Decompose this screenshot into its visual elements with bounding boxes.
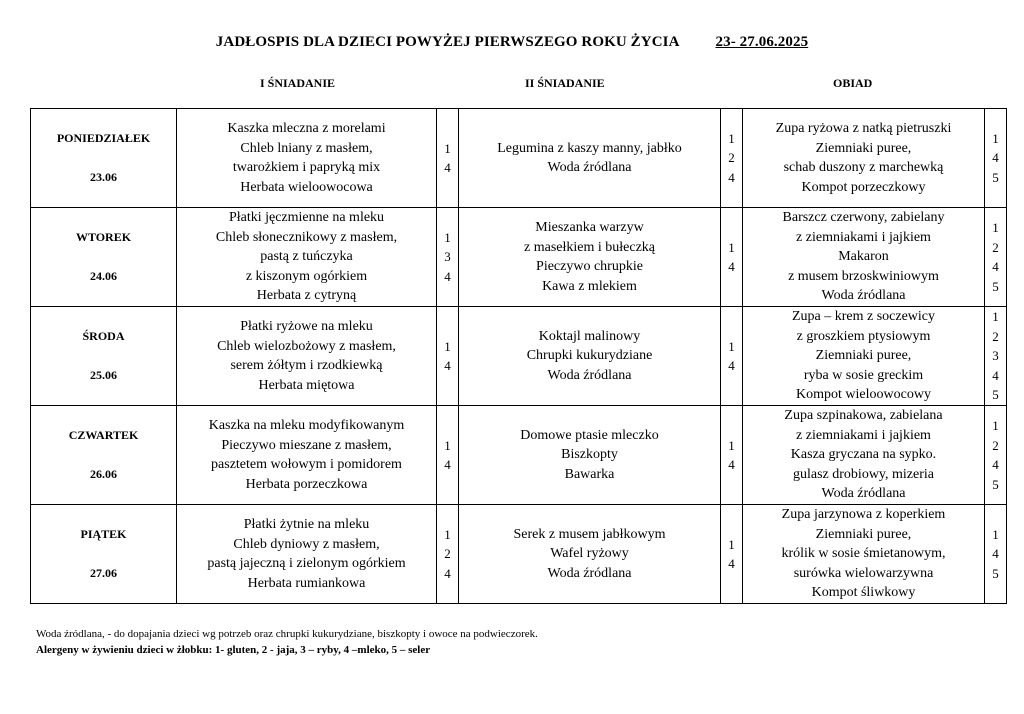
meal-line: Ziemniaki puree, (815, 140, 912, 156)
meal-cell-breakfast-2 (459, 109, 721, 208)
table-row (31, 406, 1007, 505)
allergen-code: 4 (992, 367, 999, 383)
allergen-code: 1 (992, 130, 999, 146)
meal-cell-breakfast-2 (459, 505, 721, 604)
meal-line: z groszkiem ptysiowym (796, 328, 931, 344)
allergen-code: 2 (992, 239, 999, 255)
column-header-breakfast-1: I ŚNIADANIE (260, 76, 336, 90)
meal-line: Ziemniaki puree, (815, 348, 912, 364)
allergen-code: 1 (444, 526, 451, 542)
footer-note-water: Woda źródlana, - do dopajania dzieci wg potrzeb oraz chrupki kukurydziane, biszkopty i owoce na podwieczorek. (36, 628, 538, 640)
day-cell (31, 109, 177, 208)
day-name: ŚRODA (82, 329, 125, 343)
meal-line: Woda źródlana (821, 288, 906, 304)
meal-line: Bawarka (564, 466, 615, 482)
meal-line: Barszcz czerwony, zabielany (782, 210, 945, 226)
meal-line: Woda źródlana (547, 367, 632, 383)
meal-line: z ziemniakami i jajkiem (796, 427, 931, 443)
allergen-cell (985, 505, 1007, 604)
allergen-code: 1 (444, 140, 451, 156)
meal-line: królik w sosie śmietanowym, (781, 546, 946, 562)
allergen-code: 1 (728, 130, 735, 146)
meal-cell-breakfast-2 (459, 406, 721, 505)
meal-line: Chleb dyniowy z masłem, (233, 536, 380, 552)
meal-cell-breakfast-1 (177, 505, 437, 604)
table-row (31, 208, 1007, 307)
meal-cell-breakfast-1 (177, 208, 437, 307)
meal-line: z ziemniakami i jajkiem (796, 229, 931, 245)
column-header-breakfast-2: II ŚNIADANIE (525, 76, 605, 90)
meal-line: Kaszka mleczna z morelami (227, 121, 386, 136)
meal-cell-breakfast-2 (459, 208, 721, 307)
meal-line: Woda źródlana (547, 160, 632, 175)
allergen-code: 4 (728, 259, 735, 274)
allergen-code: 1 (992, 309, 999, 325)
meal-line: Kawa z mlekiem (542, 278, 637, 294)
meal-line: Herbata z cytryną (256, 288, 357, 304)
meal-line: Herbata rumiankowa (247, 575, 366, 591)
meal-line: Pieczywo chrupkie (536, 259, 643, 274)
meal-cell-lunch (743, 406, 985, 505)
allergen-code: 4 (444, 268, 451, 284)
footer-allergen-legend: Alergeny w żywieniu dzieci w żłobku: 1- gluten, 2 - jaja, 3 – ryby, 4 –mleko, 5 – seler (36, 644, 431, 656)
allergen-code: 4 (444, 160, 451, 175)
allergen-code: 5 (992, 565, 999, 581)
meal-line: gulasz drobiowy, mizeria (793, 466, 934, 482)
allergen-code: 4 (992, 457, 999, 472)
allergen-code: 2 (992, 328, 999, 344)
day-name: PONIEDZIAŁEK (56, 131, 151, 145)
meal-line: Koktajl malinowy (538, 328, 641, 344)
allergen-cell (985, 307, 1007, 406)
day-date: 25.06 (90, 368, 117, 382)
meal-line: Serek z musem jabłkowym (513, 526, 666, 542)
meal-line: Chrupki kukurydziane (526, 348, 653, 364)
meal-line: schab duszony z marchewką (783, 160, 944, 175)
meal-line: Ziemniaki puree, (815, 526, 912, 542)
allergen-cell (721, 406, 743, 505)
meal-line: z masełkiem i bułeczką (524, 239, 655, 255)
meal-cell-lunch (743, 208, 985, 307)
allergen-code: 4 (728, 556, 735, 571)
meal-line: Woda źródlana (547, 565, 632, 581)
allergen-code: 1 (728, 437, 735, 453)
meal-line: serem żółtym i rzodkiewką (230, 358, 383, 373)
allergen-code: 1 (728, 536, 735, 552)
allergen-code: 5 (992, 387, 999, 403)
day-cell (31, 406, 177, 505)
allergen-code: 1 (444, 229, 451, 245)
day-name: WTOREK (75, 230, 132, 244)
meal-line: Biszkopty (561, 447, 618, 463)
allergen-code: 3 (992, 348, 999, 364)
allergen-code: 4 (728, 358, 735, 373)
meal-line: Makaron (838, 249, 889, 265)
meal-cell-breakfast-2 (459, 307, 721, 406)
meal-line: Pieczywo mieszane z masłem, (221, 437, 392, 453)
meal-line: pastą jajeczną i zielonym ogórkiem (207, 556, 406, 571)
meal-cell-lunch (743, 505, 985, 604)
allergen-cell (985, 406, 1007, 505)
meal-line: surówka wielowarzywna (793, 565, 934, 581)
allergen-code: 4 (992, 259, 999, 274)
allergen-code: 1 (992, 220, 999, 235)
allergen-code: 5 (992, 278, 999, 294)
day-name: PIĄTEK (80, 527, 127, 541)
meal-line: Płatki ryżowe na mleku (240, 319, 373, 334)
meal-line: Legumina z kaszy manny, jabłko (497, 140, 682, 156)
allergen-code: 5 (992, 169, 999, 185)
allergen-code: 2 (444, 546, 451, 562)
meal-line: Mieszanka warzyw (535, 220, 644, 235)
meal-line: pastą z tuńczyka (260, 249, 353, 265)
meal-line: Herbata wieloowocowa (240, 179, 373, 195)
allergen-cell (985, 208, 1007, 307)
day-date: 24.06 (90, 269, 117, 283)
allergen-code: 1 (728, 239, 735, 255)
meal-line: Kompot porzeczkowy (801, 179, 926, 195)
footer-notes (36, 626, 538, 658)
day-date: 23.06 (90, 170, 117, 184)
allergen-cell (721, 505, 743, 604)
meal-line: ryba w sosie greckim (803, 367, 924, 383)
meal-line: Wafel ryżowy (550, 546, 629, 562)
table-row (31, 505, 1007, 604)
meal-line: Herbata porzeczkowa (245, 476, 368, 492)
allergen-cell (437, 406, 459, 505)
meal-line: Płatki żytnie na mleku (243, 517, 370, 532)
allergen-code: 3 (444, 249, 451, 265)
meal-line: twarożkiem i papryką mix (232, 160, 381, 175)
allergen-code: 2 (728, 150, 735, 166)
meal-line: z musem brzoskwiniowym (788, 268, 939, 284)
allergen-code: 1 (444, 437, 451, 453)
allergen-code: 2 (992, 437, 999, 453)
meal-line: Kompot śliwkowy (811, 585, 916, 601)
allergen-code: 4 (992, 546, 999, 562)
allergen-code: 4 (444, 358, 451, 373)
table-row (31, 307, 1007, 406)
allergen-cell (721, 208, 743, 307)
meal-line: Kasza gryczana na sypko. (790, 447, 937, 463)
meal-line: Herbata miętowa (258, 377, 355, 393)
date-range: 23- 27.06.2025 (715, 34, 809, 50)
meal-line: Zupa – krem z soczewicy (791, 309, 936, 325)
day-date: 27.06 (90, 566, 117, 580)
allergen-cell (437, 208, 459, 307)
meal-cell-breakfast-1 (177, 109, 437, 208)
meal-line: Zupa jarzynowa z koperkiem (781, 507, 946, 523)
allergen-cell (437, 307, 459, 406)
allergen-code: 1 (992, 418, 999, 433)
day-cell (31, 307, 177, 406)
allergen-cell (721, 307, 743, 406)
day-cell (31, 208, 177, 307)
allergen-cell (437, 109, 459, 208)
meal-line: Chleb słonecznikowy z masłem, (215, 229, 398, 245)
day-cell (31, 505, 177, 604)
allergen-code: 1 (992, 526, 999, 542)
table-row (31, 109, 1007, 208)
meal-cell-breakfast-1 (177, 307, 437, 406)
allergen-code: 4 (444, 565, 451, 581)
allergen-cell (985, 109, 1007, 208)
meal-cell-lunch (743, 109, 985, 208)
allergen-code: 4 (728, 169, 735, 185)
meal-line: Płatki jęczmienne na mleku (228, 210, 385, 226)
allergen-code: 5 (992, 476, 999, 492)
day-name: CZWARTEK (68, 428, 139, 442)
meal-line: Zupa ryżowa z natką pietruszki (775, 121, 952, 136)
meal-line: z kiszonym ogórkiem (245, 268, 368, 284)
column-header-lunch: OBIAD (833, 76, 873, 90)
meal-cell-lunch (743, 307, 985, 406)
menu-table (30, 108, 1007, 604)
meal-line: Chleb lniany z masłem, (240, 140, 373, 156)
allergen-cell (437, 505, 459, 604)
allergen-cell (721, 109, 743, 208)
allergen-code: 1 (444, 338, 451, 354)
allergen-code: 4 (728, 457, 735, 472)
meal-line: Woda źródlana (821, 486, 906, 502)
meal-line: Kaszka na mleku modyfikowanym (208, 418, 405, 433)
meal-line: Zupa szpinakowa, zabielana (784, 408, 943, 424)
allergen-code: 4 (444, 457, 451, 472)
meal-line: Kompot wieloowocowy (796, 387, 931, 403)
meal-line: Domowe ptasie mleczko (520, 427, 659, 443)
menu-title (0, 34, 1024, 51)
day-date: 26.06 (90, 467, 117, 481)
meal-line: Chleb wielozbożowy z masłem, (217, 338, 396, 354)
allergen-code: 1 (728, 338, 735, 354)
allergen-code: 4 (992, 150, 999, 166)
meal-cell-breakfast-1 (177, 406, 437, 505)
title-text: JADŁOSPIS DLA DZIECI POWYŻEJ PIERWSZEGO ROKU ŻYCIA (215, 34, 680, 50)
meal-line: pasztetem wołowym i pomidorem (211, 457, 402, 472)
